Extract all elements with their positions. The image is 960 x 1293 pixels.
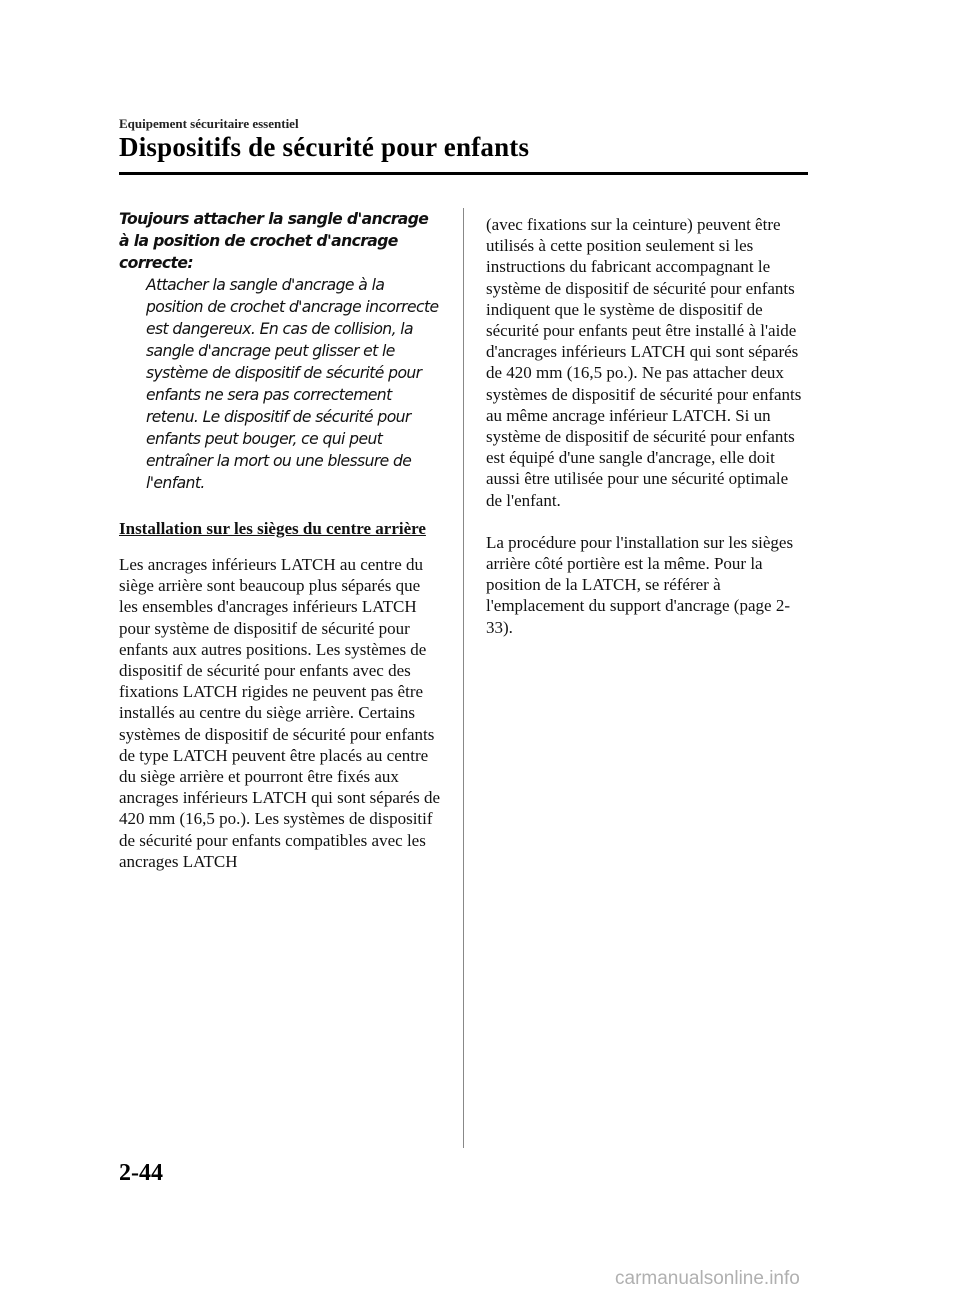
warning-heading: Toujours attacher la sangle d'ancrage à la position de crochet d'ancrage correcte: — [119, 210, 429, 272]
warning-body: Attacher la sangle d'ancrage à la position de crochet d'ancrage incorrecte est dangereux. En cas de collision, la sangle d'ancrage peut glisser et le système de dispositif de sécurité pour enfants ne sera pas correctement retenu. Le dispositif de sécurité pour enfants peut bouger, ce qui peut entraîner la mort ou une blessure de l'enfant. — [146, 276, 439, 492]
section-label: Equipement sécuritaire essentiel — [119, 116, 299, 131]
page-title: Dispositifs de sécurité pour enfants — [119, 132, 530, 162]
watermark: carmanualsonline.info — [615, 1268, 800, 1289]
body-paragraph-left: Les ancrages inférieurs LATCH au centre du siège arrière sont beaucoup plus séparés que les ensembles d'ancrages inférieurs LATCH pour système de dispositif de sécurité pour enfants aux autres positions. Les systèmes de dispositif de sécurité pour enfants avec des fixations LATCH rigides ne peuvent pas être installés au centre du siège arrière. Certains systèmes de dispositif de sécurité pour enfants de type LATCH peuvent être placés au centre du siège arrière et pourront être fixés aux ancrages inférieurs LATCH qui sont séparés de 420 mm (16,5 po.). Les systèmes de dispositif de sécurité pour enfants compatibles avec les ancrages LATCH — [119, 555, 441, 871]
page-number: 2-44 — [119, 1160, 163, 1186]
column-divider — [463, 208, 464, 1148]
body-paragraph-right-1: (avec fixations sur la ceinture) peuvent être utilisés à cette position seulement si les instructions du fabricant accompagnant le système de dispositif de sécurité pour enfants indiquent que le système de dispositif de sécurité pour enfants peut être installé à l'aide d'ancrages inférieurs LATCH qui sont séparés de 420 mm (16,5 po.). Ne pas attacher deux systèmes de dispositif de sécurité pour enfants au même ancrage inférieur LATCH. Si un système de dispositif de sécurité pour enfants est équipé d'une sangle d'ancrage, elle doit aussi être utilisée pour une sécurité optimale de l'enfant. — [486, 215, 802, 510]
left-column — [119, 208, 441, 872]
right-column — [486, 214, 808, 638]
title-rule — [119, 172, 808, 175]
section-subheading: Installation sur les sièges du centre arrière — [119, 519, 426, 538]
body-paragraph-right-2: La procédure pour l'installation sur les sièges arrière côté portière est la même. Pour la position de la LATCH, se référer à l'emplacement du support d'ancrage (page 2-33). — [486, 532, 794, 637]
